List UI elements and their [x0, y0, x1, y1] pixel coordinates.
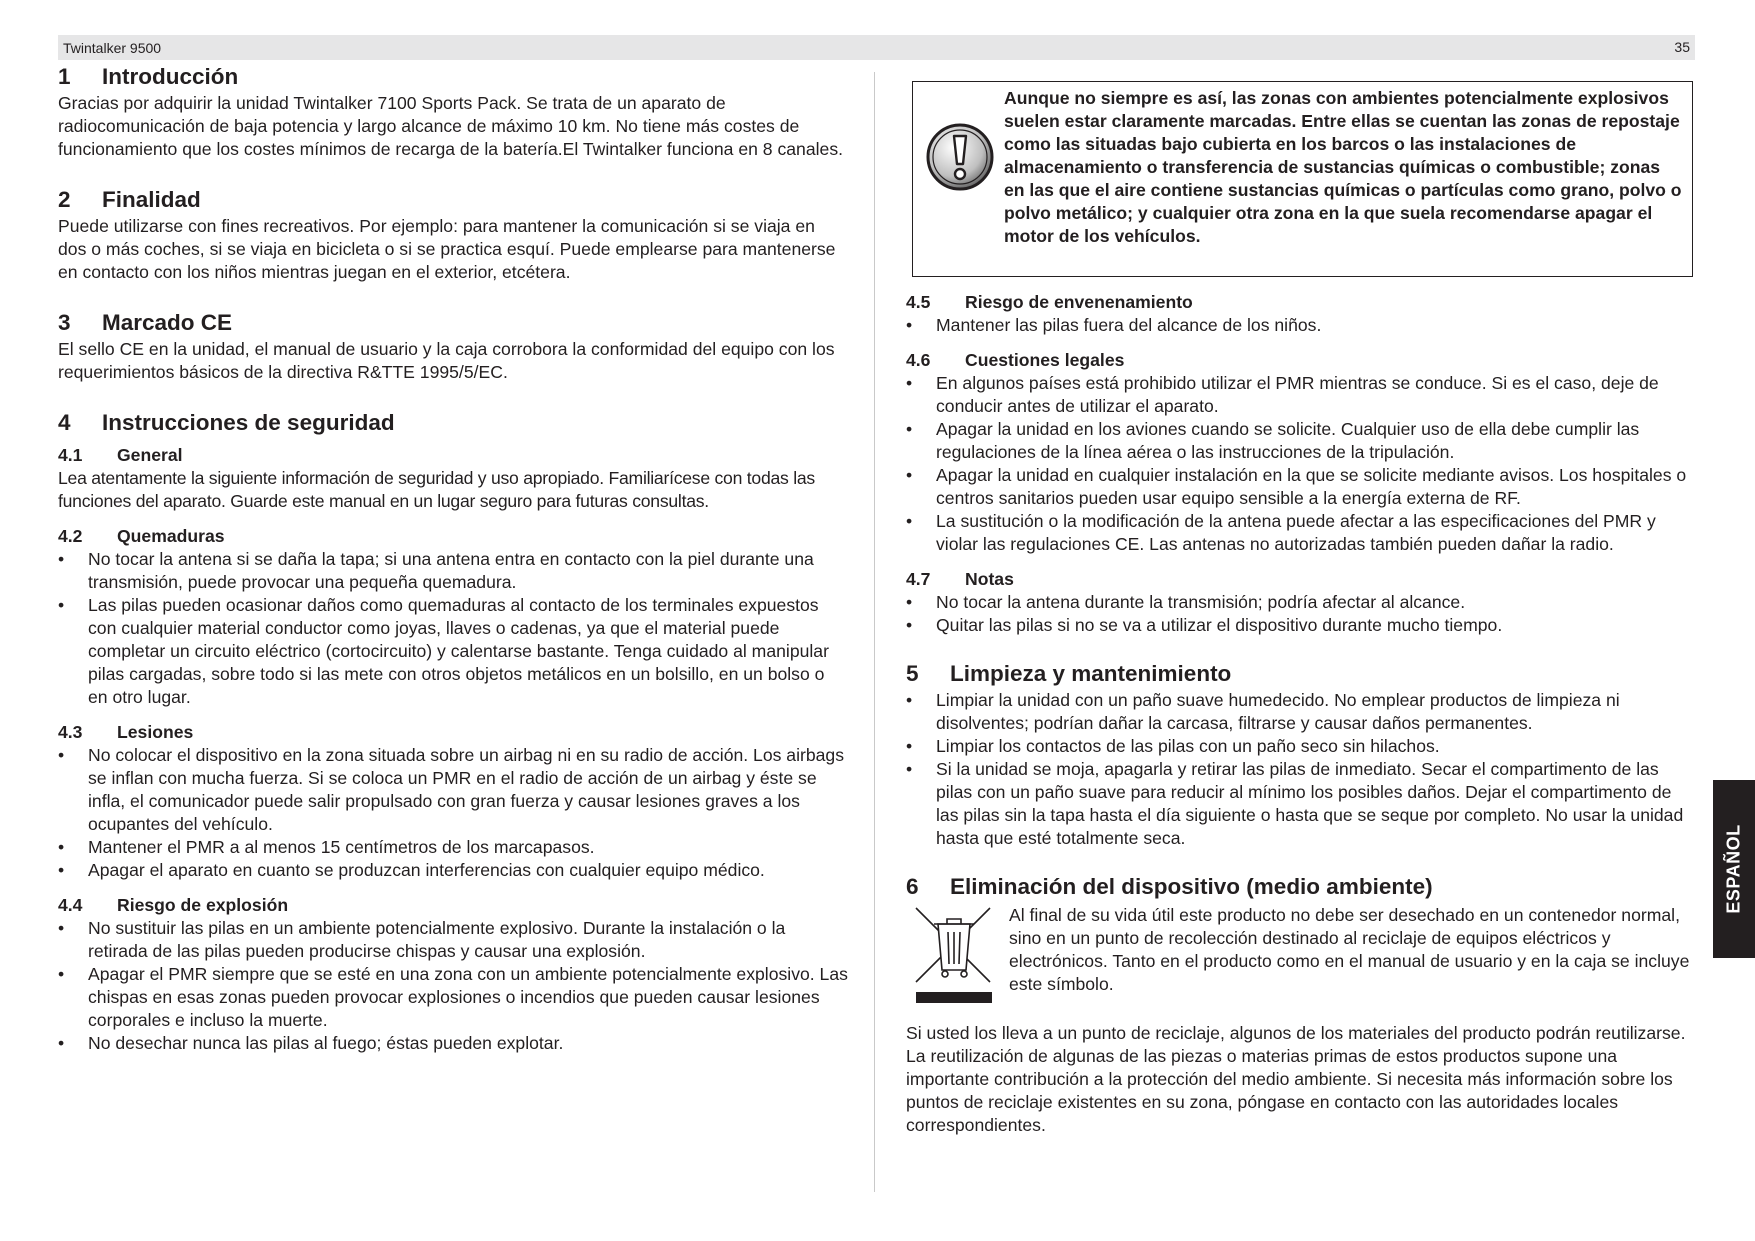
list-item: • Apagar el PMR siempre que se esté en una zona con un ambiente potencialmente explosivo. Las chispas en esas zonas pueden provocar explosiones o incendios que pueden causar lesiones corporales e incluso la muerte. — [58, 963, 848, 1032]
list-item: • No tocar la antena durante la transmisión; podría afectar al alcance. — [906, 591, 1696, 614]
weee-text: Al final de su vida útil este producto no debe ser desechado en un contenedor normal, sino en un punto de recolección destinado al reciclaje de equipos eléctricos y electrónicos. Tanto en el producto como en el manual de usuario y en la caja se incluye este símbolo. — [1009, 905, 1690, 994]
list-item: • Limpiar la unidad con un paño suave humedecido. No emplear productos de limpieza ni disolventes; podrían dañar la carcasa, filtrarse y causar daños permanentes. — [906, 689, 1696, 735]
list-item: • Mantener el PMR a al menos 15 centímetros de los marcapasos. — [58, 836, 848, 859]
section-text: Puede utilizarse con fines recreativos. Por ejemplo: para mantener la comunicación si se viaja en dos o más coches, si se viaja en bicicleta o si se practica esquí. Puede emplearse para mantenerse en contacto con los niños mientras juegan en el exterior, etcétera. — [58, 216, 836, 282]
exclamation-warning-icon — [925, 122, 995, 192]
list-item: • Apagar el aparato en cuanto se produzcan interferencias con cualquier equipo médico. — [58, 859, 848, 882]
list-item: • Apagar la unidad en cualquier instalación en la que se solicite mediante avisos. Los hospitales o centros sanitarios pueden usar equipo sensible a la energía externa de RF. — [906, 464, 1696, 510]
language-tab-label: ESPAÑOL — [1723, 824, 1744, 914]
section-heading: 6 Eliminación del dispositivo (medio ambiente) — [906, 874, 1433, 899]
subsection-heading: 4.3 Lesiones — [58, 722, 194, 742]
warning-text: Aunque no siempre es así, las zonas con ambientes potencialmente explosivos suelen estar claramente marcadas. Entre ellas se cuentan las zonas de repostaje como las situadas bajo cubierta en los barcos o las instalaciones de almacenamiento o transferencia de sustancias químicas o combustible; zonas en las que el aire contiene sustancias químicas o partículas como grano, polvo o polvo metálico; y cualquier otra zona en la que suela recomendarse apagar el motor de los vehículos. — [1004, 88, 1682, 246]
list-item: • Mantener las pilas fuera del alcance de los niños. — [906, 314, 1696, 337]
column-divider — [874, 72, 875, 1192]
section-limpieza — [906, 659, 1696, 850]
subsection-heading: 4.4 Riesgo de explosión — [58, 895, 289, 915]
subsection-text: Lea atentamente la siguiente información de seguridad y uso apropiado. Familiarícese con todas las funciones del aparato. Guarde este manual en un lugar seguro para futuras consultas. — [58, 468, 815, 511]
subsection-heading: 4.6 Cuestiones legales — [906, 350, 1125, 370]
page-number: 35 — [1674, 39, 1690, 55]
section-eliminacion — [906, 872, 1696, 1137]
list-item: • Quitar las pilas si no se va a utilizar el dispositivo durante mucho tiempo. — [906, 614, 1696, 637]
subsection-heading: 4.2 Quemaduras — [58, 526, 225, 546]
section-heading: 3 Marcado CE — [58, 310, 233, 335]
section-seguridad — [58, 408, 848, 1055]
subsection-heading: 4.5 Riesgo de envenenamiento — [906, 292, 1193, 312]
weee-notice — [906, 904, 1696, 1022]
page-header — [58, 35, 1695, 60]
list-item: • No tocar la antena si se daña la tapa; si una antena entra en contacto con la piel durante una transmisión, puede provocar una pequeña quemadura. — [58, 548, 848, 594]
language-tab — [1713, 780, 1755, 958]
section-text: El sello CE en la unidad, el manual de usuario y la caja corrobora la conformidad del equipo con los requerimientos básicos de la directiva R&TTE 1995/5/EC. — [58, 339, 835, 382]
subsection-heading: 4.7 Notas — [906, 569, 1014, 589]
subsection-heading: 4.1 General — [58, 445, 183, 465]
bullet-list — [58, 917, 848, 1055]
bullet-list — [906, 591, 1696, 637]
section-marcado-ce — [58, 308, 848, 384]
bullet-list — [906, 314, 1696, 337]
section-heading: 5 Limpieza y mantenimiento — [906, 661, 1232, 686]
list-item: • No sustituir las pilas en un ambiente potencialmente explosivo. Durante la instalación o la retirada de las pilas pueden producirse chispas y causar una explosión. — [58, 917, 848, 963]
list-item: • Limpiar los contactos de las pilas con un paño seco sin hilachos. — [906, 735, 1696, 758]
section-heading: 4 Instrucciones de seguridad — [58, 410, 395, 435]
section-introduccion — [58, 62, 848, 161]
bullet-list — [58, 744, 848, 882]
section-text: Gracias por adquirir la unidad Twintalker 7100 Sports Pack. Se trata de un aparato de radiocomunicación de baja potencia y largo alcance de máximo 10 km. No tiene más costes de funcionamiento que los costes mínimos de recarga de la batería.El Twintalker funciona en 8 canales. — [58, 93, 844, 159]
list-item: • La sustitución o la modificación de la antena puede afectar a las especificaciones del PMR y violar las regulaciones CE. Las antenas no autorizadas también pueden dañar la radio. — [906, 510, 1696, 556]
section-text: Si usted los lleva a un punto de reciclaje, algunos de los materiales del producto podrán reutilizarse. La reutilización de algunas de las piezas o materias primas de estos productos supone una importante contribución a la protección del medio ambiente. Si necesita más información sobre los puntos de reciclaje existentes en su zona, póngase en contacto con las autoridades locales correspondientes. — [906, 1023, 1686, 1135]
header-title: Twintalker 9500 — [63, 40, 162, 56]
list-item: • En algunos países está prohibido utilizar el PMR mientras se conduce. Si es el caso, deje de conducir antes de utilizar el aparato. — [906, 372, 1696, 418]
bullet-list — [906, 689, 1696, 850]
section-finalidad — [58, 185, 848, 284]
section-heading: 1 Introducción — [58, 64, 239, 89]
bullet-list — [58, 548, 848, 709]
list-item: • Si la unidad se moja, apagarla y retirar las pilas de inmediato. Secar el compartimento de las pilas con un paño suave para reducir al mínimo los posibles daños. Dejar el compartimento de las pilas sin la tapa hasta el día siguiente o hasta que se seque por completo. No usar la unidad hasta que esté totalmente seca. — [906, 758, 1696, 850]
section-heading: 2 Finalidad — [58, 187, 201, 212]
left-column — [58, 62, 848, 1055]
list-item: • No colocar el dispositivo en la zona situada sobre un airbag ni en su radio de acción. Los airbags se inflan con mucha fuerza. Si se coloca un PMR en el radio de acción de un airbag y éste se infla, el comunicador puede salir propulsado con gran fuerza y causar lesiones graves a los ocupantes del vehículo. — [58, 744, 848, 836]
warning-box — [912, 81, 1693, 277]
right-column — [906, 62, 1696, 1137]
list-item: • Las pilas pueden ocasionar daños como quemaduras al contacto de los terminales expuestos con cualquier material conductor como joyas, llaves o cadenas, ya que el material puede completar un circuito eléctrico (cortocircuito) y calentarse bastante. Tenga cuidado al manipular pilas cargadas, sobre todo si las mete con otros objetos metálicos en un bolsillo, en un bolso o en otro lugar. — [58, 594, 848, 709]
crossed-bin-icon — [914, 906, 994, 1004]
list-item: • No desechar nunca las pilas al fuego; éstas pueden explotar. — [58, 1032, 848, 1055]
list-item: • Apagar la unidad en los aviones cuando se solicite. Cualquier uso de ella debe cumplir las regulaciones de la línea aérea o las instrucciones de la tripulación. — [906, 418, 1696, 464]
bullet-list — [906, 372, 1696, 556]
